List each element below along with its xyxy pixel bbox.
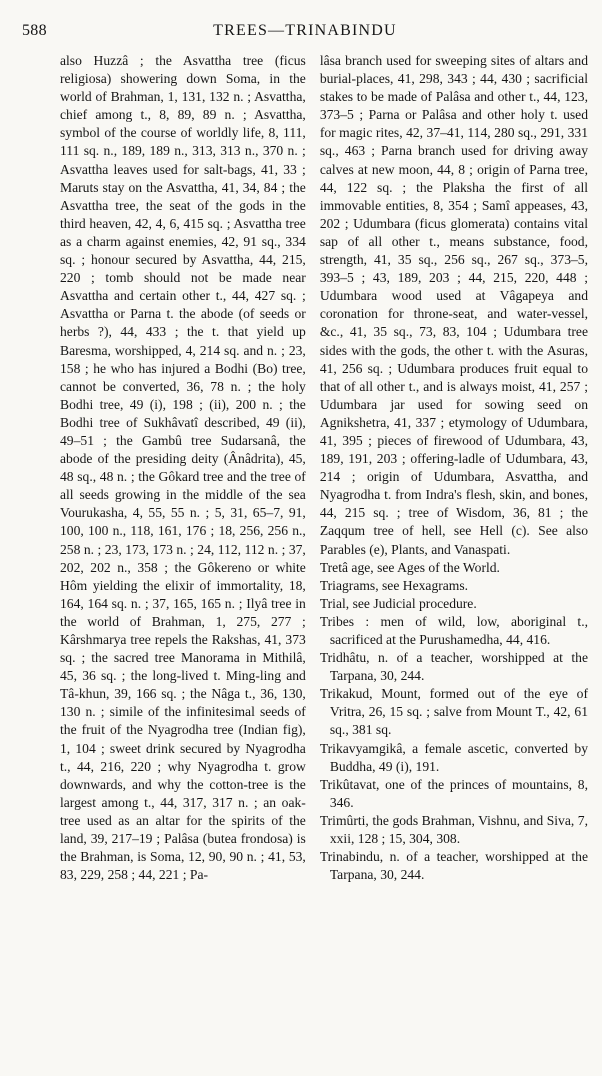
index-entry-trikavyamgika: Trikavyamgikâ, a female ascetic, converted by Buddha, 49 (i), 191.	[319, 740, 588, 774]
right-column-continuation: lâsa branch used for sweeping sites of altars and burial-places, 41, 298, 343 ; 44, 430 ; sacrificial stakes to be made of Palâsa and other t., 44, 123, 373–5 ; Parna or Palâsa and other holy t. used for magic rites, 42, 37–41, 114, 280 sq., 291, 331 sq., 463 ; Parna branch used for driving away calves at new moon, 44, 8 ; origin of Parna tree, 44, 122 sq. ; the Plaksha the first of all immovable entities, 8, 354 ; Samî appeases, 43, 202 ; Udumbara (ficus glomerata) contains vital sap of all other t., means substance, food, strength, 41, 35 sq., 256 sq., 267 sq., 373–5, 393–5 ; 43, 189, 203 ; 44, 215, 220, 448 ; Udumbara wood used at Vâgapeya and coronation for throne-seat, and water-vessel, &c., 41, 35 sq., 73, 83, 104 ; Udumbara tree sides with the gods, the other t. with the Asuras, 41, 256 sq. ; Udumbara produces fruit equal to that of all other t., and is always moist, 41, 257 ; Udumbara jar used for sowing seed on Agnikshetra, 41, 337 ; etymology of Udumbara, 41, 395 ; pieces of firewood of Udumbara, 43, 189, 191, 203 ; offering-ladle of Udumbara, 43, 214 ; origin of Udumbara, Asvattha, and Nyagrodha t. from Indra's flesh, skin, and bones, 44, 215 sq. ; tree of Wisdom, 36, 81 ; the Zaqqum tree of hell, see Hell (c). See also Parables (e), Plants, and Vanaspati.	[319, 53, 588, 557]
index-entry-triagrams: Triagrams, see Hexagrams.	[319, 577, 469, 593]
running-head: TREES—TRINABINDU	[213, 22, 397, 39]
page-number: 588	[22, 22, 47, 39]
right-column	[320, 52, 588, 884]
left-column	[60, 52, 306, 884]
index-entry-trikakud: Trikakud, Mount, formed out of the eye of Vritra, 26, 15 sq. ; salve from Mount T., 42, 61 sq., 381 sq.	[319, 686, 588, 738]
left-column-text: also Huzzâ ; the Asvattha tree (ficus religiosa) showering down Soma, in the world of Brahman, 1, 131, 132 n. ; Asvattha, chief among t., 8, 89, 89 n. ; Asvattha, symbol of the course of worldly life, 8, 111, 111 sq. n., 189, 189 n., 313, 313 n., 370 n. ; Asvattha leaves used for salt-bags, 41, 33 ; Maruts stay on the Asvattha, 41, 34, 84 ; the Asvattha tree, the seat of the gods in the third heaven, 42, 4, 6, 415 sq. ; Asvattha tree as a charm against enemies, 42, 91 sq., 334 sq. ; honour secured by Asvattha, 44, 215, 220 ; tomb should not be made near Asvattha and certain other t., 44, 427 sq. ; Asvattha or Parna t. the abode (of seeds or herbs ?), 44, 433 ; the t. that yield up Baresma, worshipped, 4, 214 sq. and n. ; 23, 158 ; he who has injured a Bodhi (Bo) tree, cannot be converted, 36, 78 n. ; the holy Bodhi tree, 49 (i), 198 ; (ii), 200 n. ; the Bodhi tree of Sukhâvatî described, 49 (ii), 49–51 ; the Gambû tree Sudarsanâ, the abode of the presiding deity (Ânâdrita), 45, 48 sq., 48 n. ; the Gôkard tree and the tree of all seeds growing in the middle of the sea Vourukasha, 4, 55, 55 n. ; 5, 31, 65–7, 91, 100, 100 n., 118, 161, 176 ; 18, 256, 256 n., 258 n. ; 23, 173, 173 n. ; 24, 112, 112 n. ; 37, 202, 202 n., 358 ; the Gôkereno or white Hôm yielding the elixir of immortality, 18, 164, 164 sq. n. ; 37, 165, 165 n. ; Ilyâ tree in the world of Brahman, 1, 275, 277 ; Kârshmarya tree repels the Rakshas, 41, 373 sq. ; the sacred tree Manorama in Mithilâ, 45, 36 sq. ; the long-lived t. Ming-ling and Tâ-khun, 39, 166 sq. ; the Nâga t., 36, 130, 130 n. ; simile of the infinitesimal seeds of the fruit of the Nyagrodha tree (Indian fig), 1, 104 ; sweet drink secured by Nyagrodha t., 44, 216, 220 ; why Nyagrodha t. grow downwards, and why the cotton-tree is the largest among t., 44, 317, 317 n. ; an oak-tree used as an altar for the spirits of the land, 39, 217–19 ; Palâsa (butea frondosa) is the Brahman, is Soma, 12, 90, 90 n. ; 41, 53, 83, 229, 258 ; 44, 221 ; Pa-	[60, 53, 306, 883]
page-header	[22, 22, 588, 52]
text-columns	[22, 52, 588, 884]
index-entry-trinabindu: Trinabindu, n. of a teacher, worshipped at the Tarpana, 30, 244.	[319, 849, 588, 883]
index-entry-trikutavat: Trikûtavat, one of the princes of mountains, 8, 346.	[319, 776, 588, 810]
index-entry-trial: Trial, see Judicial procedure.	[319, 595, 477, 611]
index-entry-tridhatu: Tridhâtu, n. of a teacher, worshipped at the Tarpana, 30, 244.	[319, 650, 588, 684]
index-entry-trimurti: Trimûrti, the gods Brahman, Vishnu, and Siva, 7, xxii, 128 ; 15, 304, 308.	[319, 812, 588, 847]
index-entry-treta: Tretâ age, see Ages of the World.	[319, 559, 500, 575]
index-entry-tribes: Tribes : men of wild, low, aboriginal t., sacrificed at the Purushamedha, 44, 416.	[319, 613, 588, 647]
